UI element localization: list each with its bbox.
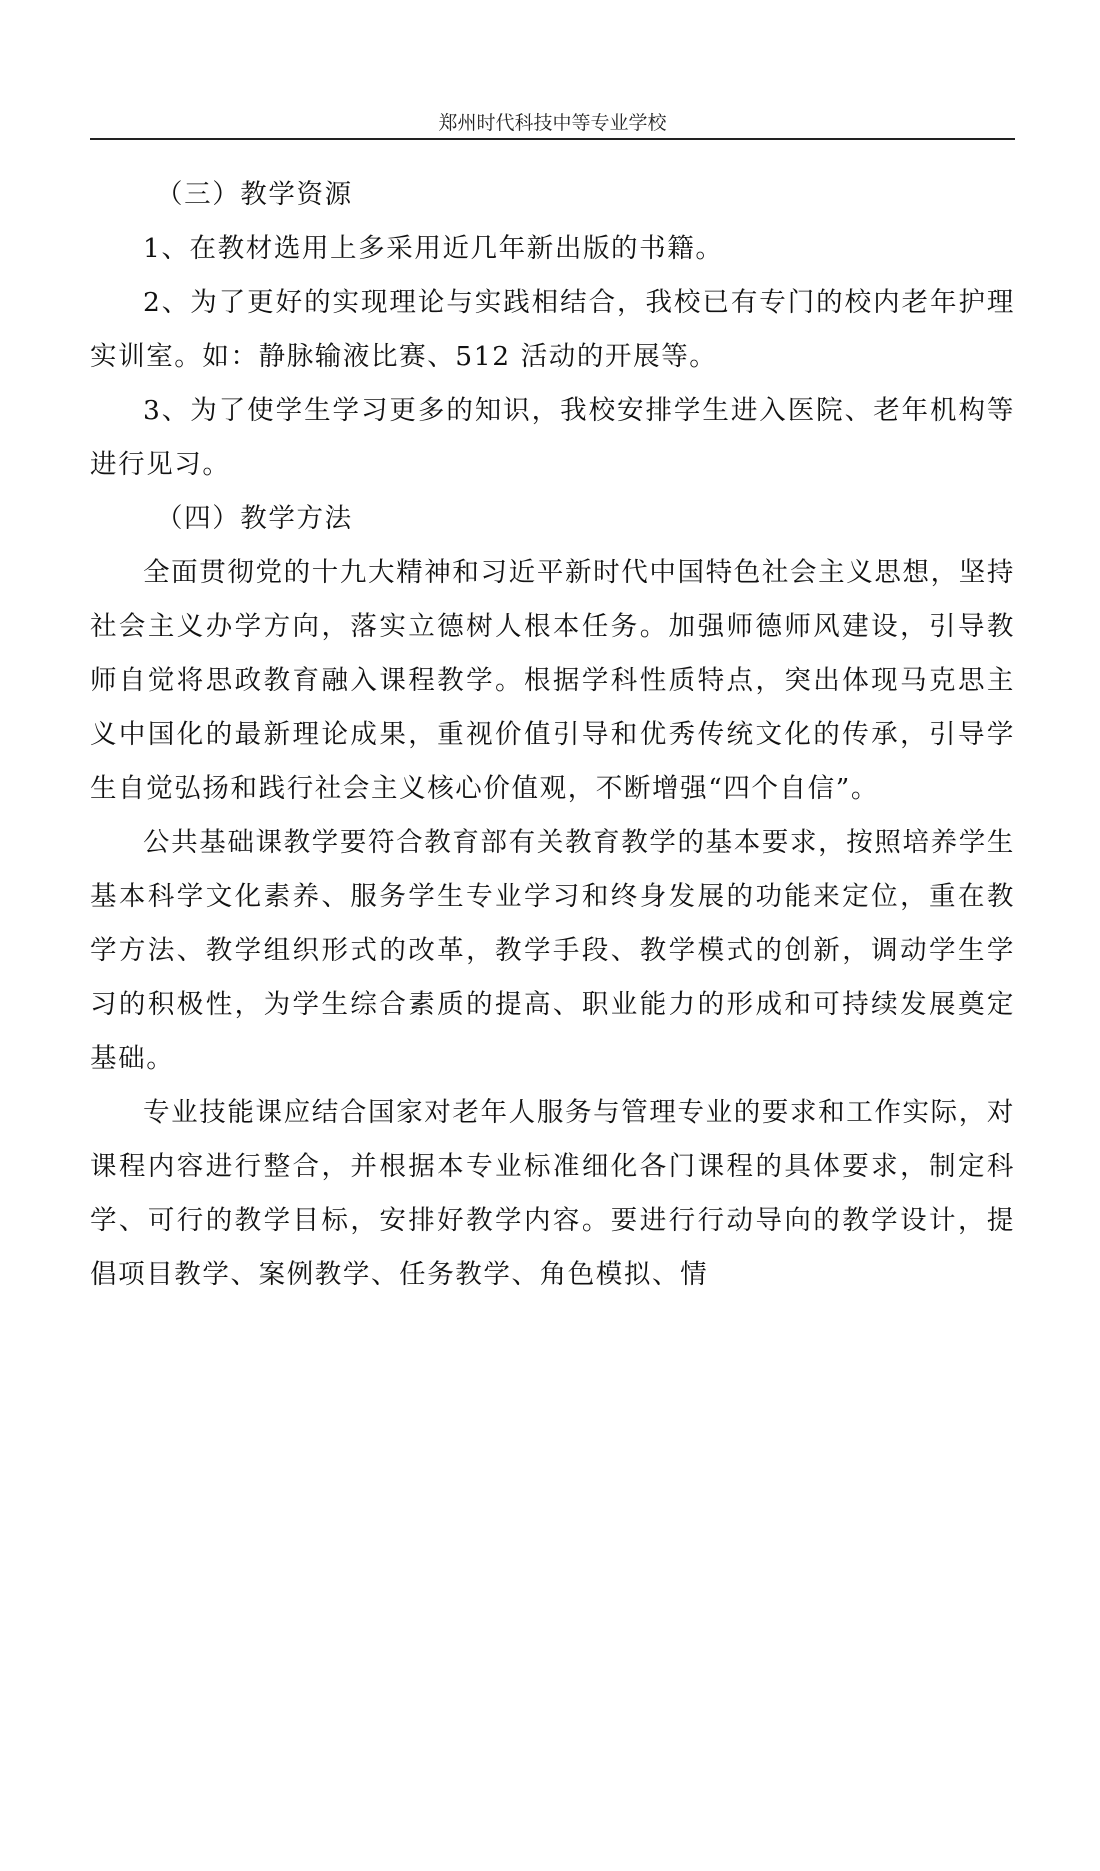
methods-paragraph-3: 专业技能课应结合国家对老年人服务与管理专业的要求和工作实际，对课程内容进行整合，并根据本专业标准细化各门课程的具体要求，制定科学、可行的教学目标，安排好教学内容。要进行行动导向的教学设计，提倡项目教学、案例教学、任务教学、角色模拟、情 <box>90 1097 1015 1290</box>
resources-item-1: 1、在教材选用上多采用近几年新出版的书籍。 <box>143 233 724 264</box>
header-divider <box>90 138 1015 140</box>
methods-paragraph-1: 全面贯彻党的十九大精神和习近平新时代中国特色社会主义思想，坚持社会主义办学方向，落实立德树人根本任务。加强师德师风建设，引导教师自觉将思政教育融入课程教学。根据学科性质特点，突出体现马克思主义中国化的最新理论成果，重视价值引导和优秀传统文化的传承，引导学生自觉弘扬和践行社会主义核心价值观，不断增强“四个自信”。 <box>90 557 1015 804</box>
page-header-school-name: 郑州时代科技中等专业学校 <box>438 112 667 134</box>
resources-item-2: 2、为了更好的实现理论与实践相结合，我校已有专门的校内老年护理实训室。如：静脉输液比赛、512 活动的开展等。 <box>90 287 1015 372</box>
methods-paragraph-2: 公共基础课教学要符合教育部有关教育教学的基本要求，按照培养学生基本科学文化素养、服务学生专业学习和终身发展的功能来定位，重在教学方法、教学组织形式的改革，教学手段、教学模式的创新，调动学生学习的积极性，为学生综合素质的提高、职业能力的形成和可持续发展奠定基础。 <box>90 827 1015 1074</box>
resources-item-3: 3、为了使学生学习更多的知识，我校安排学生进入医院、老年机构等进行见习。 <box>90 395 1015 480</box>
document-body <box>90 168 1015 1302</box>
section-heading-teaching-resources: （三）教学资源 <box>156 179 353 210</box>
section-heading-teaching-methods: （四）教学方法 <box>156 503 353 534</box>
